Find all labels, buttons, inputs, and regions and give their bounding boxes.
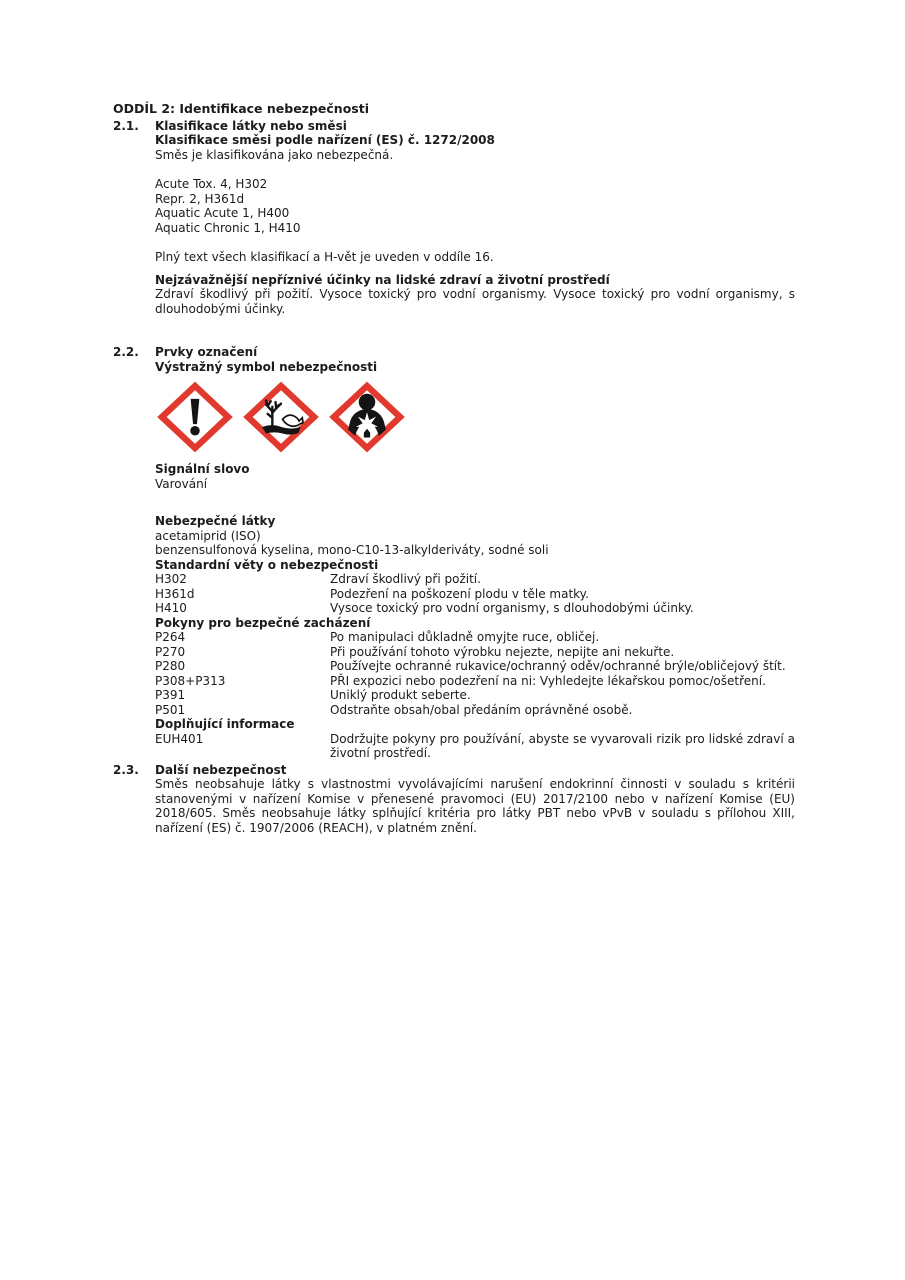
p-statement-row [155, 645, 795, 660]
subsection-2-2-title: Prvky označení [155, 345, 258, 359]
p-code: P308+P313 [155, 673, 226, 688]
subsection-2-3-title: Další nebezpečnost [155, 762, 287, 777]
adverse-effects-heading: Nejzávažnější nepříznivé účinky na lidské zdraví a životní prostředí [155, 272, 610, 287]
p-text: Po manipulaci důkladně omyjte ruce, obličej. [330, 630, 600, 644]
h-text: Vysoce toxický pro vodní organismy, s dlouhodobými účinky. [330, 601, 694, 615]
section-2-title: ODDÍL 2: Identifikace nebezpečnosti [113, 101, 369, 116]
p-text: PŘI expozici nebo podezření na ni: Vyhledejte lékařskou pomoc/ošetření. [330, 673, 766, 688]
p-statement-row [155, 659, 795, 674]
euh-text: Dodržujte pokyny pro používání, abyste se vyvarovali rizik pro lidské zdraví a životní prostředí. [330, 731, 795, 760]
ghs-pictogram-row [155, 380, 795, 454]
p-code: P501 [155, 702, 186, 717]
full-text-note: Plný text všech klasifikací a H-vět je uveden v oddíle 16. [155, 250, 494, 264]
other-hazards-text: Směs neobsahuje látky s vlastnostmi vyvolávajícími narušení endokrinní činnosti v souladu s kritérii stanovenými v nařízení Komise v přenesené pravomoci (EU) 2017/2100 nebo v nařízení Komise (EU) 2018/605. Směs neobsahuje látky splňující kritéria pro látky PBT nebo vPvB v souladu s přílohou XIII, nařízení (ES) č. 1907/2006 (REACH), v platném znění. [155, 777, 795, 835]
p-code: P270 [155, 644, 186, 659]
h-code: H302 [155, 572, 187, 586]
signal-word: Varování [155, 476, 208, 491]
p-text: Uniklý produkt seberte. [330, 688, 471, 702]
ghs08-health-hazard-icon [327, 380, 407, 454]
h-text: Zdraví škodlivý při požití. [330, 572, 481, 586]
subsection-2-1-title: Klasifikace látky nebo směsi [155, 118, 347, 133]
h-code: H410 [155, 601, 187, 615]
classification-item: Aquatic Chronic 1, H410 [155, 220, 301, 235]
ghs09-environment-icon [241, 380, 321, 454]
h-code: H361d [155, 586, 195, 601]
euh-statement-row [155, 732, 795, 761]
classification-regulation-heading: Klasifikace směsi podle nařízení (ES) č. 1272/2008 [155, 133, 495, 147]
subsection-number: 2.3. [113, 762, 139, 777]
p-statement-row [155, 630, 795, 645]
p-code: P391 [155, 688, 186, 702]
p-text: Při používání tohoto výrobku nejezte, nepijte ani nekuřte. [330, 644, 675, 659]
adverse-effects-text: Zdraví škodlivý při požití. Vysoce toxický pro vodní organismy. Vysoce toxický pro vodní organismy, s dlouhodobými účinky. [155, 287, 795, 316]
p-text: Používejte ochranné rukavice/ochranný oděv/ochranné brýle/obličejový štít. [330, 659, 786, 673]
p-statement-row [155, 703, 795, 718]
pictogram-heading: Výstražný symbol nebezpečnosti [155, 359, 378, 374]
h-statements-heading: Standardní věty o nebezpečnosti [155, 557, 379, 572]
p-code: P280 [155, 659, 186, 673]
p-text: Odstraňte obsah/obal předáním oprávněné osobě. [330, 702, 633, 717]
p-code: P264 [155, 630, 186, 644]
subsection-number: 2.2. [113, 345, 139, 359]
classification-item: Repr. 2, H361d [155, 191, 245, 206]
h-statement-row [155, 601, 795, 616]
h-statement-row [155, 572, 795, 587]
subsection-number: 2.1. [113, 118, 139, 133]
euh-code: EUH401 [155, 731, 204, 746]
subsection-2-1 [113, 119, 795, 317]
classification-list [155, 177, 795, 235]
subsection-2-2 [113, 345, 795, 761]
hazardous-substance: benzensulfonová kyselina, mono-C10-13-alkylderiváty, sodné soli [155, 543, 549, 557]
p-statements-heading: Pokyny pro bezpečné zacházení [155, 615, 371, 630]
classification-intro: Směs je klasifikována jako nebezpečná. [155, 147, 394, 162]
classification-item: Acute Tox. 4, H302 [155, 177, 268, 191]
p-statement-row [155, 688, 795, 703]
h-text: Podezření na poškození plodu v těle matky. [330, 586, 589, 601]
ghs07-exclamation-icon [155, 380, 235, 454]
hazardous-substances-heading: Nebezpečné látky [155, 514, 276, 528]
hazardous-substance: acetamiprid (ISO) [155, 528, 261, 543]
h-statement-row [155, 587, 795, 602]
p-statement-row [155, 674, 795, 689]
supplemental-info-heading: Doplňující informace [155, 717, 295, 731]
subsection-2-3 [113, 763, 795, 836]
classification-item: Aquatic Acute 1, H400 [155, 206, 290, 220]
signal-word-heading: Signální slovo [155, 462, 250, 476]
